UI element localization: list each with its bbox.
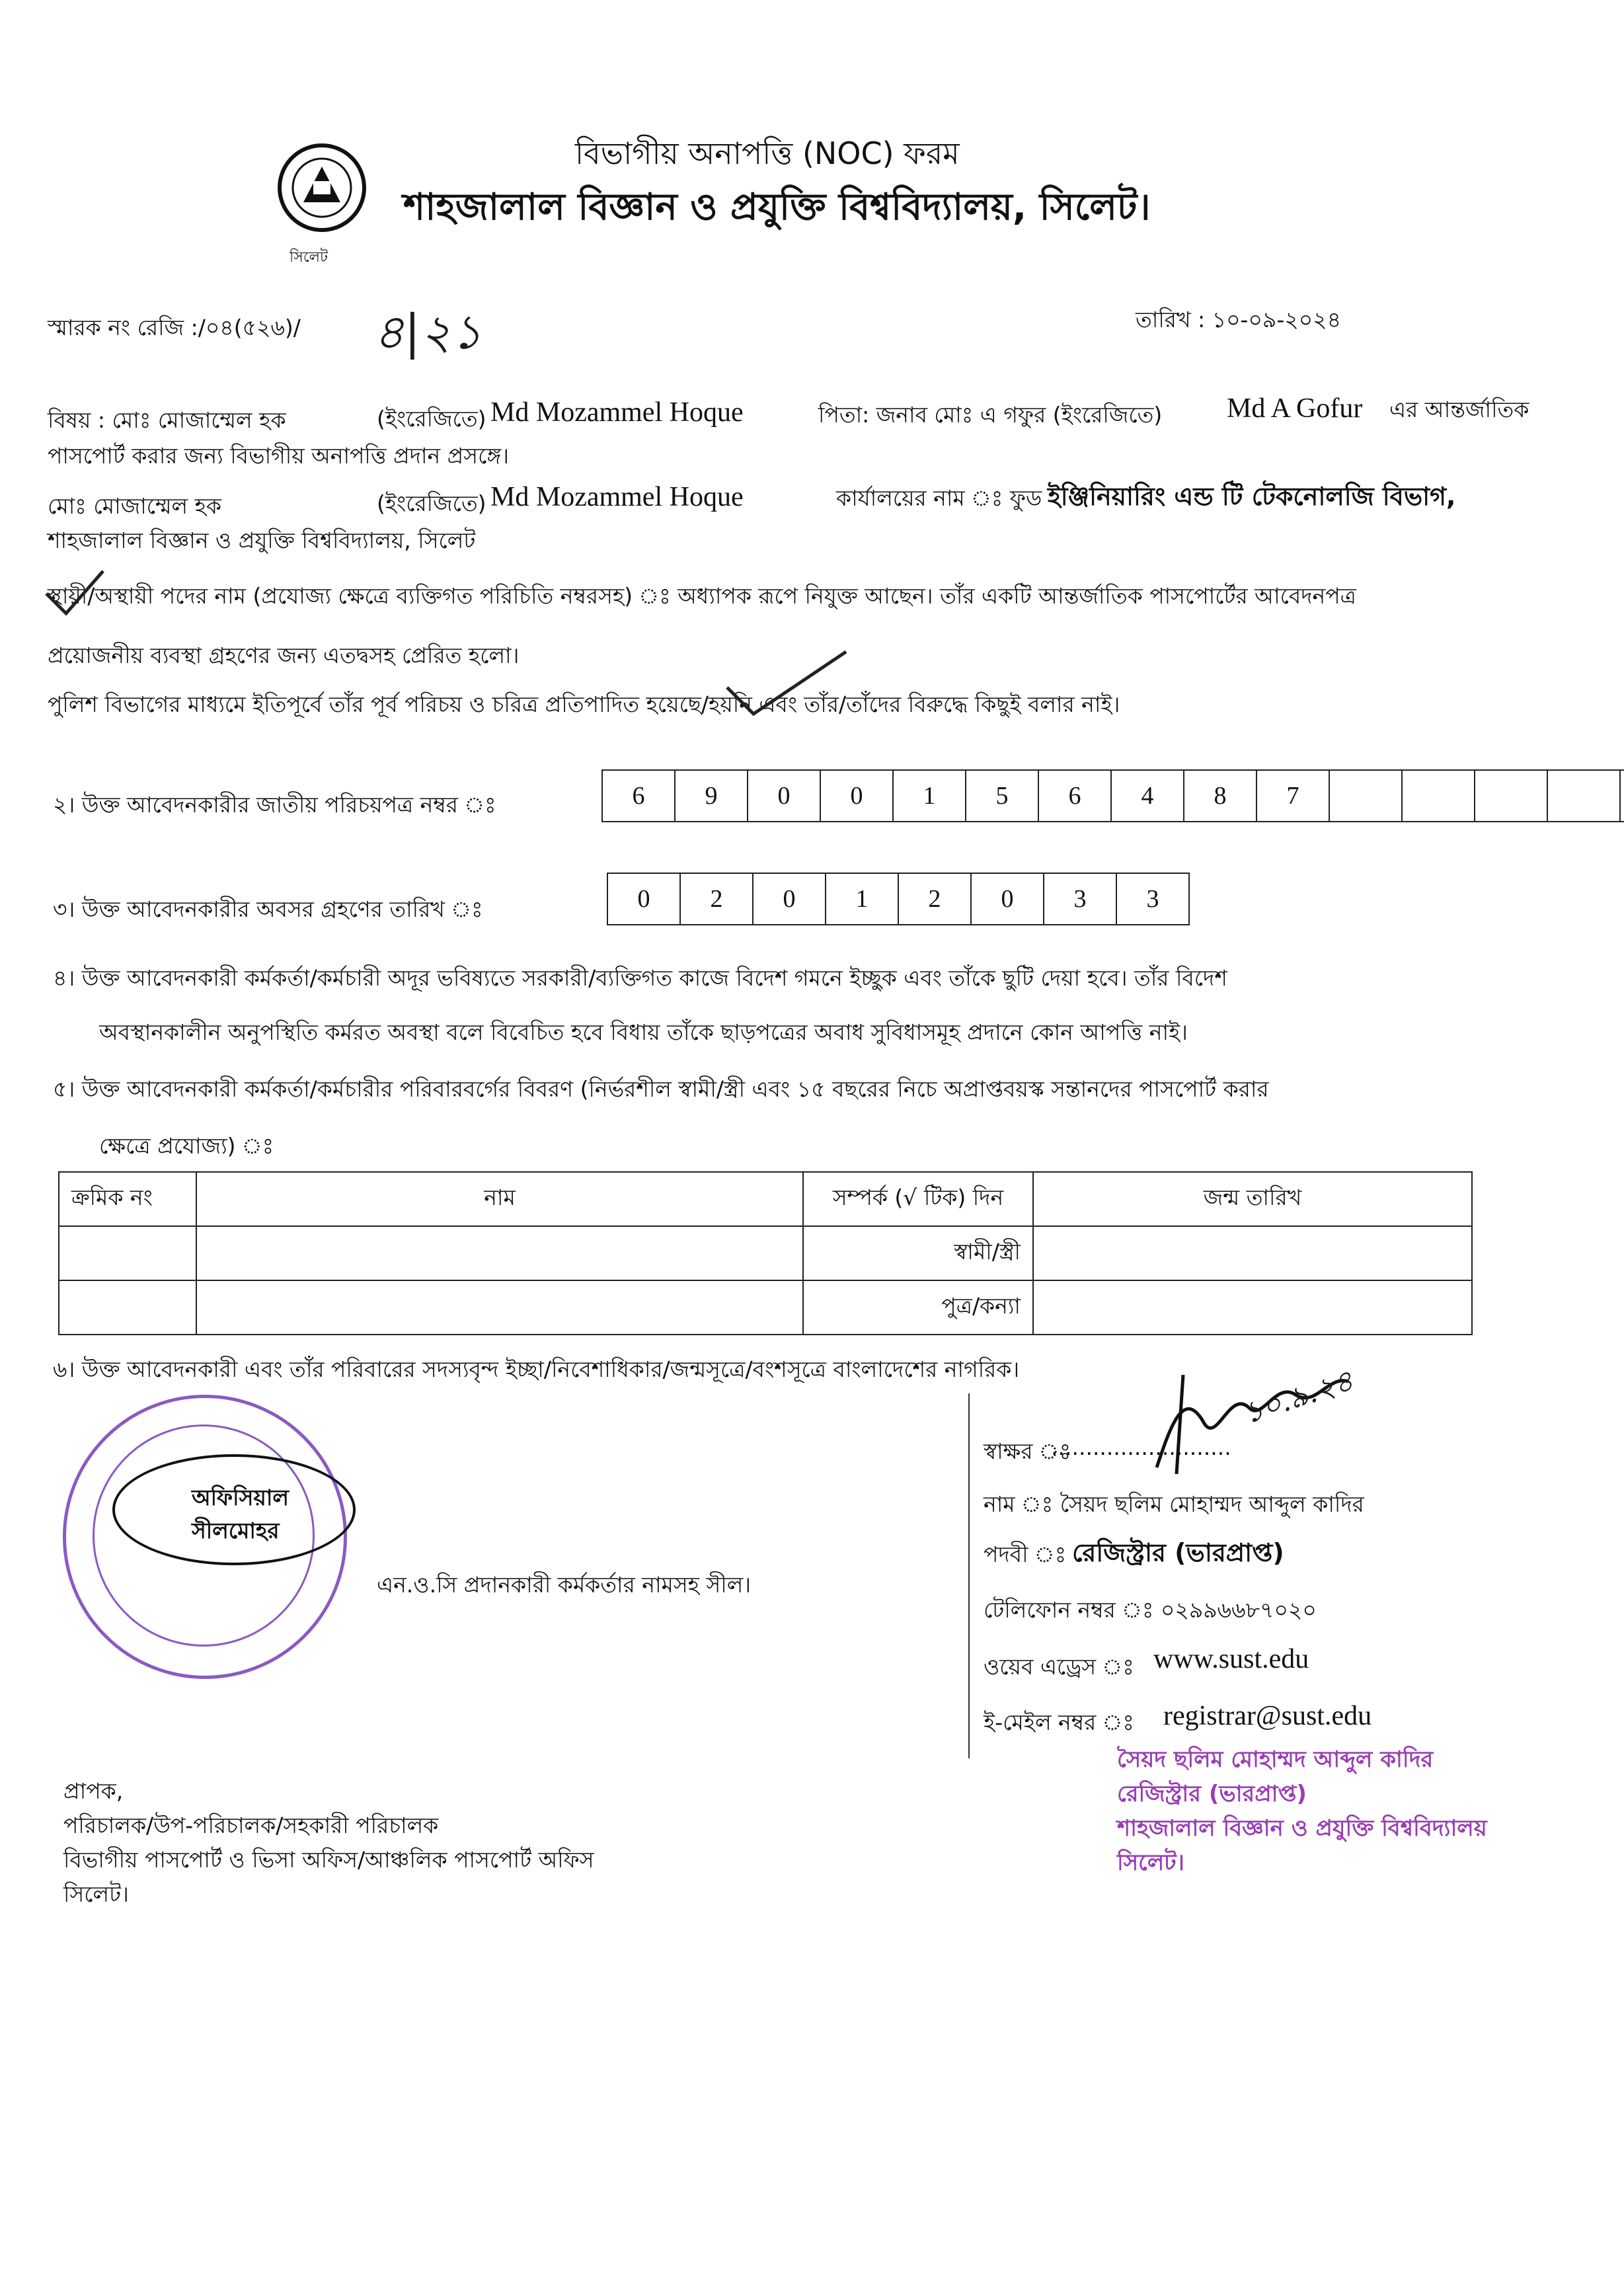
request-line: প্রয়োজনীয় ব্যবস্থা গ্রহণের জন্য এতদ্বসহ প্রেরিত হলো। [48, 642, 520, 668]
recipient-city: সিলেট। [63, 1881, 129, 1907]
table-cell [196, 1280, 803, 1335]
subject-english-label: (ইংরেজিতে) [377, 406, 486, 432]
university-name: শাহজালাল বিজ্ঞান ও প্রযুক্তি বিশ্ববিদ্যালয়, সিলেট। [403, 186, 1151, 229]
column-header-serial: ক্রমিক নং [59, 1172, 196, 1226]
digit-box: 6 [603, 771, 676, 821]
item5-line2: ক্ষেত্রে প্রযোজ্য) ঃ [99, 1133, 274, 1159]
table-cell [1033, 1280, 1472, 1335]
table-cell [59, 1226, 196, 1280]
email-address: registrar@sust.edu [1163, 1701, 1372, 1731]
applicant-name-english: Md Mozammel Hoque [490, 397, 744, 428]
father-label: পিতা: জনাব মোঃ এ গফুর (ইংরেজিতে) [818, 402, 1163, 428]
form-title: বিভাগীয় অনাপত্তি (NOC) ফরম [575, 136, 960, 171]
column-header-relation: সম্পর্ক (√ টিক) দিন [803, 1172, 1033, 1226]
designation-label: পদবী ঃ [984, 1541, 1067, 1567]
digit-box: 5 [966, 771, 1039, 821]
digit-box: 0 [821, 771, 894, 821]
retirement-date-boxes [607, 873, 1190, 925]
table-cell [59, 1280, 196, 1335]
designation: রেজিস্ট্রার (ভারপ্রাপ্ত) [1072, 1538, 1284, 1567]
purple-stamp-city: সিলেট। [1117, 1849, 1184, 1876]
digit-box: 0 [972, 874, 1044, 924]
relation-spouse: স্বামী/স্ত্রী [803, 1226, 1033, 1280]
post-line: স্থায়ী/অস্থায়ী পদের নাম (প্রযোজ্য ক্ষেত্রে ব্যক্তিগত পরিচিতি নম্বরসহ) ঃ অধ্যাপক রূপে নিযুক্ত আছেন। তাঁর একটি আন্তর্জাতিক পাসপোর্টের আবেদনপত্র [48, 583, 1356, 609]
digit-box [1548, 771, 1621, 821]
police-line: পুলিশ বিভাগের মাধ্যমে ইতিপূর্বে তাঁর পূর্ব পরিচয় ও চরিত্র প্রতিপাদিত হয়েছে/হয়নি এবং তাঁর/তাঁদের বিরুদ্ধে কিছুই বলার নাই। [48, 691, 1120, 717]
digit-box: 9 [676, 771, 748, 821]
recipient-label: প্রাপক, [63, 1778, 124, 1804]
purple-stamp-designation: রেজিস্ট্রার (ভারপ্রাপ্ত) [1117, 1781, 1307, 1807]
item4-line1: ৪। উক্ত আবেদনকারী কর্মকর্তা/কর্মচারী অদূর ভবিষ্যতে সরকারী/ব্যক্তিগত কাজে বিদেশ গমনে ইচ্ছুক এবং তাঁকে ছুটি দেয়া হবে। তাঁর বিদেশ [53, 965, 1227, 991]
purple-stamp-name: সৈয়দ ছলিম মোহাম্মদ আব্দুল কাদির [1117, 1746, 1434, 1773]
checkmark-icon [720, 648, 853, 720]
table-cell [196, 1226, 803, 1280]
recipient-title: পরিচালক/উপ-পরিচালক/সহকারী পরিচালক [63, 1812, 439, 1838]
office-university: শাহজালাল বিজ্ঞান ও প্রযুক্তি বিশ্ববিদ্যালয়, সিলেট [48, 527, 476, 553]
digit-box: 8 [1184, 771, 1257, 821]
item6-text: ৬। উক্ত আবেদনকারী এবং তাঁর পরিবারের সদস্যবৃন্দ ইচ্ছা/নিবেশাধিকার/জন্মসূত্রে/বংশসূত্রে বাংলাদেশের নাগরিক। [53, 1356, 1020, 1382]
digit-box: 1 [894, 771, 966, 821]
table-row [59, 1280, 1472, 1335]
memo-label: স্মারক নং রেজি :/০৪(৫২৬)/ [48, 315, 301, 340]
office-english-label: (ইংরেজিতে) [377, 490, 486, 516]
web-address: www.sust.edu [1153, 1644, 1309, 1674]
digit-box: 7 [1257, 771, 1330, 821]
column-header-name: নাম [196, 1172, 803, 1226]
memo-date: তারিখ : ১০-০৯-২০২৪ [1136, 307, 1342, 332]
item4-line2: অবস্থানকালীন অনুপস্থিতি কর্মরত অবস্থা বলে বিবেচিত হবে বিধায় তাঁকে ছাড়পত্রের অবাধ সুবিধাসমূহ প্রদানে কোন আপত্তি নাই। [99, 1019, 1188, 1045]
signature-divider [968, 1393, 970, 1758]
subject-prefix: বিষয় : মোঃ মোজাম্মেল হক [48, 407, 286, 433]
digit-box: 2 [899, 874, 972, 924]
nid-boxes [601, 769, 1624, 822]
subject-suffix: এর আন্তর্জাতিক [1389, 397, 1529, 422]
table-row [59, 1226, 1472, 1280]
digit-box: 1 [826, 874, 899, 924]
digit-box: 4 [1112, 771, 1184, 821]
seal-caption: এন.ও.সি প্রদানকারী কর্মকর্তার নামসহ সীল। [377, 1572, 752, 1598]
phone-number: টেলিফোন নম্বর ঃ ০২৯৯৬৬৮৭০২০ [984, 1597, 1317, 1623]
seal-label-seal: সীলমোহর [192, 1518, 280, 1543]
nid-label: ২। উক্ত আবেদনকারীর জাতীয় পরিচয়পত্র নম্বর ঃ [53, 792, 496, 818]
office-name-english: Md Mozammel Hoque [490, 482, 744, 512]
item5-line1: ৫। উক্ত আবেদনকারী কর্মকর্তা/কর্মচারীর পরিবারবর্গের বিবরণ (নির্ভরশীল স্বামী/স্ত্রী এবং ১৫ বছরের নিচে অপ্রাপ্তবয়স্ক সন্তানদের পাসপোর্ট করার [53, 1076, 1269, 1102]
digit-box: 3 [1146, 885, 1159, 913]
digit-box: 2 [681, 874, 754, 924]
office-name-bangla: মোঃ মোজাম্মেল হক [48, 493, 222, 519]
office-label: কার্যালয়ের নাম ঃ ফুড [836, 485, 1042, 511]
digit-box: 0 [754, 874, 826, 924]
digit-box [1621, 771, 1624, 821]
handwritten-sign-date: ১০.৯.২৪ [1239, 1363, 1358, 1431]
digit-box [1330, 771, 1403, 821]
email-label: ই-মেইল নম্বর ঃ [984, 1709, 1134, 1735]
web-label: ওয়েব এড্রেস ঃ [984, 1654, 1134, 1680]
university-logo [272, 141, 371, 254]
handwritten-memo-number: ৪|২১ [373, 304, 483, 360]
signatory-name: নাম ঃ সৈয়দ ছলিম মোহাম্মদ আব্দুল কাদির [984, 1491, 1364, 1517]
seal-label-official: অফিসিয়াল [192, 1485, 289, 1510]
digit-box: 6 [1039, 771, 1112, 821]
department-name: ইঞ্জিনিয়ারিং এন্ড টি টেকনোলজি বিভাগ, [1048, 482, 1456, 511]
purple-stamp-university: শাহজালাল বিজ্ঞান ও প্রযুক্তি বিশ্ববিদ্যালয় [1117, 1815, 1487, 1842]
table-cell [1033, 1226, 1472, 1280]
recipient-office: বিভাগীয় পাসপোর্ট ও ভিসা অফিস/আঞ্চলিক পাসপোর্ট অফিস [63, 1847, 594, 1873]
digit-box [1475, 771, 1548, 821]
digit-box: 0 [608, 874, 681, 924]
logo-caption: সিলেট [290, 249, 329, 266]
relation-child: পুত্র/কন্যা [803, 1280, 1033, 1335]
checkmark-icon [41, 567, 107, 620]
table-header-row [59, 1172, 1472, 1226]
father-name-english: Md A Gofur [1227, 393, 1363, 424]
digit-box: 3 [1044, 874, 1117, 924]
subject-line2: পাসপোর্ট করার জন্য বিভাগীয় অনাপত্তি প্রদান প্রসঙ্গে। [48, 443, 510, 469]
family-table [58, 1171, 1473, 1335]
signature-dots: .......................... [1051, 1434, 1231, 1460]
retirement-date-label: ৩। উক্ত আবেদনকারীর অবসর গ্রহণের তারিখ ঃ [53, 896, 483, 922]
signature-label: স্বাক্ষর ঃ [984, 1438, 1071, 1464]
column-header-birth-date: জন্ম তারিখ [1033, 1172, 1472, 1226]
digit-box: 0 [748, 771, 821, 821]
digit-box [1403, 771, 1475, 821]
